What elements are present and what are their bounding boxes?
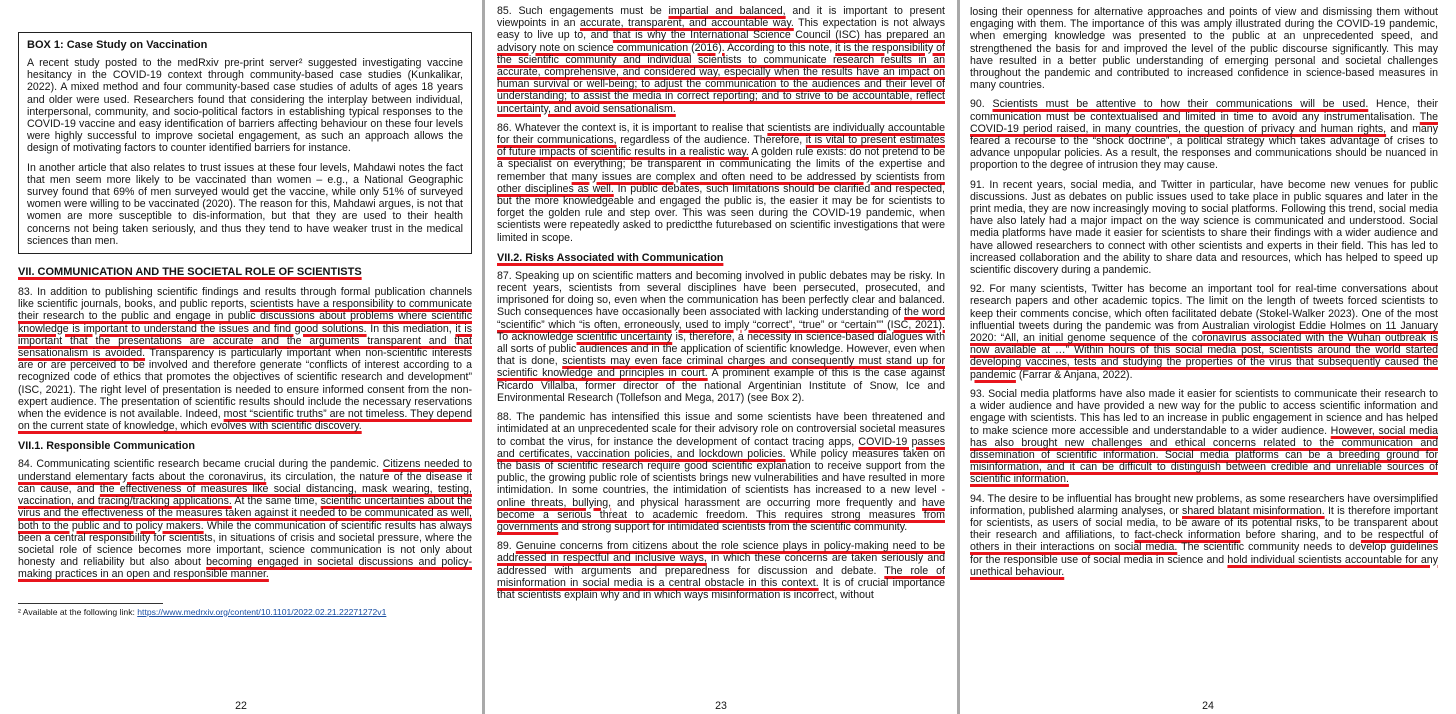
body-text: and physical harassment are occurring more frequently and (611, 496, 923, 509)
underlined-text: impartial and balanced, (668, 5, 786, 17)
paragraph-92 (970, 283, 1438, 381)
underlined-text: have become a serious threat to academic freedom. This requires strong measures from governments (497, 496, 945, 533)
box-paragraph-1: A recent study posted to the medRxiv pre-print server² suggested investigating vaccine hesitancy in the COVID-19 context through community-based case studies (Kunkalikar, 2022). A mixed method and four community-based case studies of adults of ages 18 years and older were used. Researchers found that considering the interplay between individual, interpersonal, community, and socio-political factors in establishing typical responses to the COVID-19 vaccine and easy identification of barriers affecting behaviour on these four levels were highly successful to improve societal engagement, as such an approach allows the design of motivating factors to counter identified barriers for instance. (27, 57, 463, 155)
section-heading-text: VII. COMMUNICATION AND THE SOCIETAL ROLE OF SCIENTISTS (18, 266, 362, 279)
underlined-text: fact-check information (1134, 529, 1241, 542)
body-text: 84. Communicating scientific research became crucial during the pandemic. (18, 458, 383, 471)
underlined-text: The role of misinformation in social media is a central obstacle in this context. (497, 564, 945, 589)
body-text: 86. Whatever the context is, it is important to realise that (497, 121, 768, 134)
body-text: 89. (497, 540, 516, 553)
body-text: At the same time, (231, 495, 321, 508)
body-text: and many feared a recourse to the “shock doctrine”, a political strategy which takes advantage of crises to advance unpopular policies. As a result, the responses and communications should be nuanced in proportion to the degree of intrusion they may cause. (970, 122, 1438, 172)
paragraph-94 (970, 493, 1438, 578)
underlined-text: accurate, transparent, and accountable way. (579, 17, 794, 30)
section-heading (18, 266, 472, 278)
body-text: To acknowledge (497, 330, 577, 343)
body-text: According to this note, (724, 41, 836, 54)
underlined-text: be respectful of others in their interactions on social media. (970, 529, 1438, 554)
underlined-text: Scientists must be attentive to how their communications will be used. (992, 98, 1369, 111)
underlined-text: it is the responsibility of the scientific community and individual scientists to communicate research results in an accurate, comprehensive, and considered way, especially when the results have an impact on human survival or well-being; to adjust the communication to the audiences and their level of understanding; to assist the media in correct reporting; and to strive to be accountable, reflect uncertainty, and avoid sensationalism. (497, 41, 945, 115)
body-text: The scientific community needs to develop guidelines for the responsible use of social media in science and (970, 541, 1438, 566)
footnote (18, 607, 472, 617)
underlined-text: The COVID-19 period raised, in many countries, the question of privacy and human rights, (970, 110, 1438, 135)
box-title: BOX 1: Case Study on Vaccination (27, 39, 208, 51)
underlined-text: Citizens needed to understand elementary facts about the coronavirus, (18, 458, 472, 483)
body-text: While policy measures taken on the basis of scientific research require good scientific explanation to receive support from the public, the growing public role of scientists brings new vulnerabilities and have resulted in more intimidation. In some countries, the intimidation of scientists has increased to a new level - (497, 447, 945, 497)
subsection-heading-responsible-communication: VII.1. Responsible Communication (18, 440, 195, 453)
body-text: 87. Speaking up on scientific matters and becoming involved in public debates may be risky. In recent years, scientists from several disciplines have been persecuted, prosecuted, and imprisoned for doing so, even when the communication has been perfectly clear and balanced. Such consequences have occasionally been associated with lacking understanding of (497, 269, 945, 319)
body-text: in which these concerns are taken seriously and addressed with arguments and preparedness for discussion and debate. (497, 552, 945, 577)
footnote-link[interactable]: https://www.medrxiv.org/content/10.1101/2022.02.21.22271272v1 (137, 606, 387, 617)
underlined-text: most “scientific truths” are not timeless. They depend on the current state of knowledge, which evolves with scientific discovery. (18, 408, 473, 433)
paragraph-93 (970, 388, 1438, 486)
underlined-text: scientific uncertainty (576, 330, 673, 343)
body-text: 93. Social media platforms have also made it easier for scientists to communicate their research to a wider audience and have provided a new way for the public to access scientific information and engage with scientists. This has led to an increase in public engagement in science and has helped to make science more accessible and understandable to a wider audience. (970, 387, 1438, 437)
underlined-text: the word “scientific” which “is often, erroneously, used to imply “correct”, “true” or “certain”” (ISC, 2021). (497, 306, 945, 331)
underlined-text: that is why the International Science Council (ISC) has prepared an advisory note on science communication (2016). (497, 29, 945, 54)
body-text: In public debates, such limitations should be clarified and respected, but the more knowledgeable and engaged the public is, the easier it may be for scientists to forget the golden rule and step over. This was seen during the COVID-19 pandemic, when scientists were repeatedly asked to predictthe futurebased on scientific investigations that were limited in scope. (497, 182, 945, 244)
body-text: is, therefore, a necessity in science-based dialogues with all sorts of public audiences and in the application of scientific knowledge. However, even when that is done, (497, 330, 945, 368)
body-text: 88. The pandemic has intensified this issue and some scientists have been threatened and intimidated at an unprecedented scale for their advisory role on controversial societal measures to combat the virus, for instance the development of contact tracing apps, (497, 411, 945, 448)
body-text: its circulation, the nature of the disease it can cause, and (18, 470, 472, 495)
subsection-heading-risks-text: VII.2. Risks Associated with Communication (497, 251, 724, 264)
footnote-rule (18, 603, 163, 604)
page-number: 23 (715, 700, 727, 712)
body-text: Transparency is particularly important when non-scientific interests are or are perceived to be involved and therefore generate “conflicts of interest according to a recognized code of ethics that promotes the objectives of scientific research and development” (ISC, 2021). The right level of presentation is needed to ensure informed consent from the non-expert audience. The presentation of scientific results should include the necessary reservations when the evidence is not available. Indeed, (18, 347, 472, 421)
body-text: It is therefore important for scientists, as users of social media, to be aware of its potential risks, to be transparent about their research and affiliations, to (970, 504, 1438, 542)
underlined-text: becoming engaged in societal discussions and policy-making practices in an open and responsible manner. (18, 556, 472, 581)
underlined-text: scientists have a responsibility to communicate their research to the public and engage in public discussions about problems where scientific knowledge is important to understand the issues and find good solutions. (18, 298, 472, 335)
body-text: Hence, their communication must be contextualised and limited in time to avoid any instrumentalisation. (970, 98, 1438, 123)
paragraph-86 (497, 122, 945, 244)
body-text: 90. (970, 98, 993, 111)
footnote-text: ² Available at the following link: (18, 606, 138, 617)
underlined-text: Australian virologist Eddie Holmes on 11 January 2020: “All, an initial genome sequence of the coronavirus associated with the Wuhan outbreak is now available at …” Within hours of this social media post, scientists around the world started developing vaccines, tests and studying the properties of the virus that subsequently caused the pandemic (970, 319, 1439, 381)
body-text: and strong support for intimidated scientists from the scientific community. (558, 520, 908, 533)
underlined-text: shared blatant misinformation. (1182, 504, 1325, 517)
body-text: A golden rule exists: do not pretend to be a specialist on everything; be transparent in communicating the limits of the expertise and remember that (497, 146, 945, 183)
page-22 (0, 0, 482, 714)
paragraph-87 (497, 270, 945, 404)
underlined-text: online threats, bullying, (497, 496, 612, 509)
page-number: 22 (235, 700, 247, 712)
paragraph-89 (497, 540, 945, 601)
body-text: A prominent example of this is the case against Ricardo Villalba, former director of the national Argentinian Institute of Snow, Ice and Environmental Research (Tollefson and Mega, 2017) (see Box 2). (497, 367, 945, 404)
page-23 (485, 0, 957, 714)
underlined-text: COVID-19 passes and certificates, vaccination policies, and lockdown policies. (497, 435, 946, 460)
paragraph-85 (497, 5, 945, 115)
body-text: While the communication of scientific results has always been a central responsibility for scientists, in situations of crisis and societal pressure, where the societal role of science becomes more important, science communication is not only about honesty and reliability but also about (18, 519, 472, 569)
body-text: 94. The desire to be influential has brought new problems, as some researchers have oversimplified information, published alarming analyses, or (970, 492, 1438, 517)
underlined-text: Genuine concerns from citizens about the role science plays in policy-making need to be addressed in respectful and inclusive ways, (497, 540, 945, 565)
paragraph-91 (970, 179, 1438, 277)
body-text: 85. Such engagements must be (497, 5, 669, 17)
paragraph-84 (18, 458, 472, 580)
body-text: It is of crucial importance that scientists explain why and in which ways misinformation is incorrect, without (497, 576, 946, 601)
box-paragraph-2: In another article that also relates to trust issues at these four levels, Mahdawi notes the fact that men seem more likely to be vaccinated than women – e.g., a National Geographic survey found that 69% of men surveyed would get the vaccine, while only 51% of surveyed women were willing to be vaccinated (2020). The reason for this, Mahdawi argues, is not that women are more susceptible to dis-information, but that they are used to their health concerns not being taken seriously, and thus they tend to have weaker trust in the medical sciences than men. (27, 161, 463, 247)
paragraph-83 (18, 286, 472, 432)
underlined-text: However, social media has also brought new challenges and ethical concerns related to the communication and dissemination of scientific information. Social media platforms can be a breeding ground for misinformation, and it can be difficult to distinguish between credible and unreliable sources of scientific information. (970, 424, 1438, 486)
underlined-text: the effectiveness of measures like social distancing, mask wearing, testing, vaccination, and tracing/tracking applications. (18, 482, 472, 508)
body-text: losing their openness for alternative approaches and points of view and dismissing them without engaging with them. The importance of this was amply illustrated during the COVID-19 pandemic, when emerging knowledge was presented to the public at an unprecedented speed, and strengthened the basis for and improved the level of the public discourse significantly. This may have resulted in a better public understanding of emerging personal and societal challenges throughout the pandemic and contributed to increased confidence in science-based measures in many countries. (970, 6, 1438, 92)
body-text: before sharing, and to (1240, 529, 1361, 542)
body-text: This expectation is not always easy to live up to, and (497, 17, 946, 42)
underlined-text: it is vital to present estimates of future impacts of scientific results in a realistic way. (497, 134, 945, 159)
body-text: regardless of the audience. Therefore, (616, 134, 806, 147)
underlined-text: many issues are complex and often need to be addressed by scientists from other disciplines as well. (497, 170, 945, 195)
paragraph-continued (970, 6, 1438, 91)
paragraph-90 (970, 98, 1438, 171)
underlined-text: scientific uncertainties about the virus and the effectiveness of the measures taken against it needed to be communicated as well, both to the public and to policy makers. (18, 495, 472, 532)
paragraph-88 (497, 411, 945, 533)
body-text: 91. In recent years, social media, and Twitter in particular, have become new venues for public discussions. Just as debates on public issues used to take place in public squares and later in the print media, they are now increasingly moving to social platforms. Following this trend, social media have also lately had a major impact on the way science is communicated and understood. Social media platforms have made it easier for scientists to share their findings with a wider audience and have allowed researchers to connect with other scientists and experts in their field. This has led to increased collaboration and the ability to share data and resources, which has helped to speed up scientific discovery during a pandemic. (970, 178, 1438, 277)
body-text: 83. In addition to publishing scientific findings and results through formal publication channels like scientific journals, books, and public reports, (18, 286, 472, 311)
body-text: (Farrar & Anjana, 2022). (1015, 368, 1133, 381)
body-text: and it is important to present viewpoints in an (497, 5, 945, 30)
page-number: 24 (1202, 700, 1214, 712)
subsection-heading-risks (497, 252, 945, 264)
case-study-box (18, 32, 472, 254)
body-text: In this mediation, (366, 322, 456, 335)
page-24 (960, 0, 1456, 714)
underlined-text: hold individual scientists accountable for any unethical behaviour. (970, 553, 1438, 578)
underlined-text: scientists are individually accountable for their communications, (497, 121, 945, 147)
body-text: 92. For many scientists, Twitter has become an important tool for real-time conversations about research papers and other academic topics. The limit on the length of tweets forced scientists to keep their comments concise, which often facilitated debate (Stokel-Walker 2023). One of the most influential tweets during the pandemic was from (970, 283, 1438, 332)
underlined-text: it is important that the presentations are accurate and the arguments transparent and that sensationalism is avoided. (18, 322, 472, 360)
underlined-text: scientists may even face criminal charges and consequently must stand up for scientific knowledge and principles in court. (497, 355, 945, 380)
